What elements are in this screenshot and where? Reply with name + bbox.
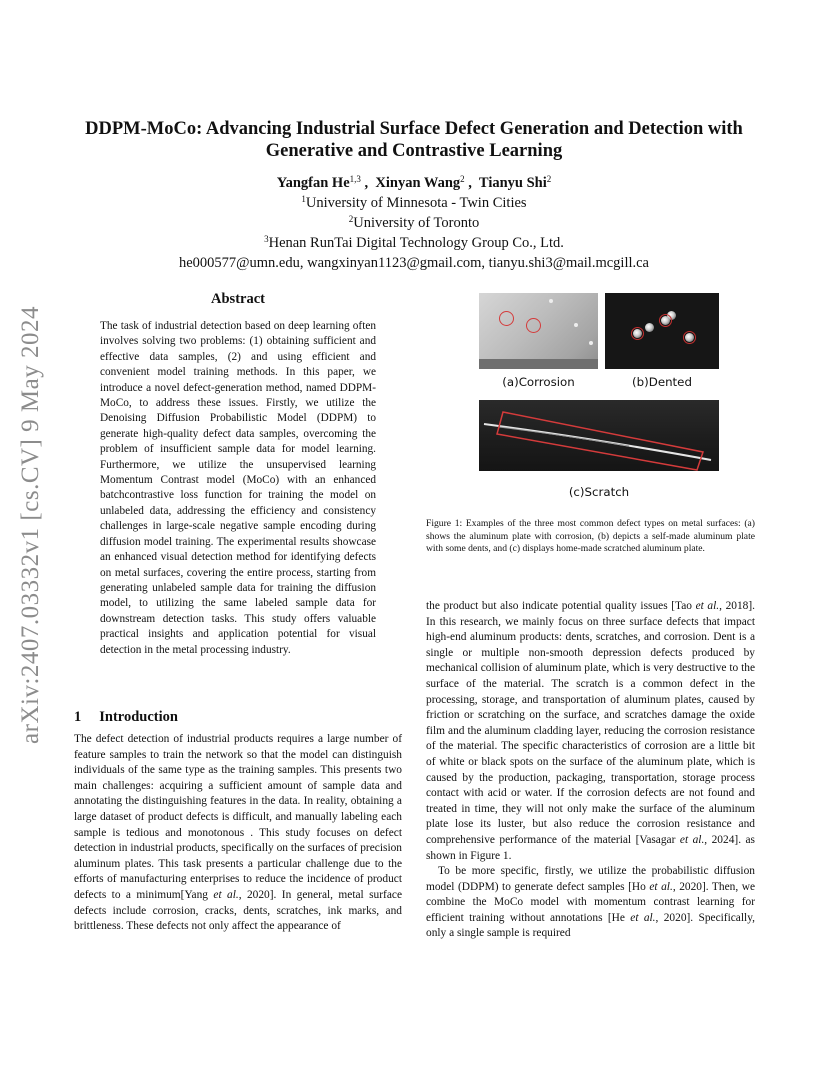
red-circle-annotation — [659, 314, 672, 327]
citation-etal: et al. — [649, 880, 673, 893]
author-block — [60, 173, 768, 273]
affiliation-text: University of Toronto — [353, 215, 480, 231]
affiliation-sup: 3 — [264, 234, 269, 244]
author-sup: 2 — [546, 174, 552, 184]
body-text: , 2020]. Then, we combine the MoCo model with momentum contrast learning for efficient training without annotations [He — [426, 880, 755, 924]
affiliation — [60, 233, 768, 253]
figure-corrosion-image — [479, 293, 598, 369]
body-paragraph — [426, 864, 755, 942]
citation-etal: et al. — [695, 600, 720, 612]
affiliation-sup: 1 — [301, 194, 306, 204]
author-emails: he000577@umn.edu, wangxinyan1123@gmail.com, tianyu.shi3@mail.mcgill.ca — [178, 255, 649, 271]
body-text: , 2020]. Specifically, only a single sample is required — [426, 911, 756, 940]
corrosion-spot — [549, 299, 553, 303]
affiliation — [60, 213, 768, 233]
arxiv-stamp — [4, 290, 58, 760]
arxiv-id: arXiv:2407.03332v1 [cs.CV] 9 May 2024 — [17, 306, 44, 744]
citation-etal: et al. — [630, 911, 656, 924]
author-sup: 1,3 — [349, 174, 361, 184]
author-sup: 2 — [460, 174, 465, 184]
citation-etal: et al. — [213, 888, 239, 901]
section-number: 1 — [74, 709, 82, 725]
abstract-text: The task of industrial detection based on deep learning often involves solving two problems: (1) obtaining sufficient and effective data samples, (2) and using efficient and convenient model training methods. In this paper, we introduce a novel defect-generation method, named DDPM-MoCo, to address these issues. Firstly, we utilize the Denoising Diffusion Probabilistic Model (DDPM) to generate high-quality defect data samples, overcoming the problem of insufficient sample data for model learning. Furthermore, we utilize the unsupervised learning Momentum Contrast model (MoCo) with an enhanced batchcontrastive loss function for training the model on unlabeled data, addressing the efficiency and consistency challenges in large-scale negative sample encoding during diffusion model training. The experimental results showcase an enhanced visual detection method for identifying defects on metal surfaces, covering the entire process, starting from generating unlabeled sample data for training the diffusion model, to utilizing the same labeled sample data for downstream detection tasks. This study offers valuable practical insights and application potential for visual detection in the metal processing industry. — [100, 320, 376, 656]
section-title: Introduction — [99, 709, 178, 725]
red-circle-annotation — [499, 311, 514, 326]
body-paragraph — [426, 600, 755, 862]
plate-edge — [479, 359, 598, 369]
figure-dented-image — [605, 293, 719, 369]
subcaption-dented: (b)Dented — [632, 375, 692, 389]
intro-text: , 2020]. In general, metal surface defects include corrosion, cracks, dents, scratches, ink marks, and brittleness. These defects not only affect the appearance of — [74, 888, 403, 933]
corrosion-spot — [574, 323, 578, 327]
section-heading-introduction — [74, 709, 178, 726]
author-name: Yangfan He — [276, 175, 350, 191]
figure-caption: Figure 1: Examples of the three most common defect types on metal surfaces: (a) shows the aluminum plate with corrosion, (b) depicts a self-made aluminum plate with some dents, and (c) displays home-made scratched aluminum plate. — [426, 518, 755, 555]
red-circle-annotation — [526, 318, 541, 333]
subcaption-corrosion: (a)Corrosion — [502, 375, 575, 389]
dent-mark — [645, 323, 654, 332]
abstract-heading: Abstract — [211, 291, 265, 307]
affiliation-sup: 2 — [348, 214, 354, 224]
figure-scratch-image — [479, 400, 719, 471]
author-name: Xinyan Wang — [375, 175, 461, 191]
intro-text: The defect detection of industrial products requires a large number of feature samples to train the network so that the model can distinguish individuals of the same type as the training samples. This presents two main challenges: acquiring a sufficient amount of sample data and annotating the distinguishing features in the data. In reality, obtaining a large dataset of product defects is difficult, and manually labeling each sample is tedious and monotonous . This study focuses on defect detection in industrial products, specifically on the surfaces of precision aluminum plates. This task presents a particular challenge due to the efforts of manufacturing enterprises to reduce the incidence of product defects to a minimum[Yang — [74, 733, 402, 901]
body-text: the product but also indicate potential quality issues [Tao — [426, 600, 696, 612]
scratch-line — [499, 427, 629, 446]
affiliation — [60, 193, 768, 213]
corrosion-spot — [589, 341, 593, 345]
subcaption-scratch: (c)Scratch — [568, 485, 630, 499]
author-name: Tianyu Shi — [478, 175, 547, 191]
citation-etal: et al. — [679, 833, 705, 846]
body-text: , 2018]. In this research, we mainly focus on three surface defects that impact high-end aluminum products: dents, scratches, and corrosion. Dent is a single or multiple non-smooth depression defects produced by mechanical collision of aluminum plate, which is very destructive to the surface of the material. The scratch is a common defect in the processing, storage, and transportation of aluminum plates, caused by friction or scratching on the surface, and scratches damage the oxide film and the aluminum cladding layer, reducing the corrosion resistance of the material. The specific characteristics of corrosion are a little bit of white or black spots on the surface of the aluminum plate, which is caused by the production, packaging, transportation, storage process contact with acid or water. If the corrosion defects are not found and treated in time, they will not only make the surface of the aluminum plate lose its luster, but also reduce the corrosion resistance and comprehensive performance of the material [Vasagar — [426, 600, 755, 846]
author-names: Yangfan He$^{1,3}$ , Xinyan Wang$^2$ , Tianyu Shi$^2$ — [276, 174, 552, 191]
red-circle-annotation — [683, 331, 696, 344]
body-text: To be more specific, firstly, we utilize the probabilistic diffusion model (DDPM) to generate defect samples [Ho — [426, 865, 755, 893]
affiliation-text: University of Minnesota - Twin Cities — [305, 195, 527, 211]
scratch-drawing — [479, 400, 719, 471]
affiliation-text: Henan RunTai Digital Technology Group Co., Ltd. — [268, 235, 564, 251]
red-circle-annotation — [631, 327, 644, 340]
body-text: , 2024]. as shown in Figure 1. — [426, 833, 755, 862]
right-column-text — [426, 599, 755, 942]
introduction-paragraph — [74, 732, 402, 935]
paper-title: DDPM-MoCo: Advancing Industrial Surface Defect Generation and Detection with Generative and Contrastive Learning — [85, 119, 743, 161]
